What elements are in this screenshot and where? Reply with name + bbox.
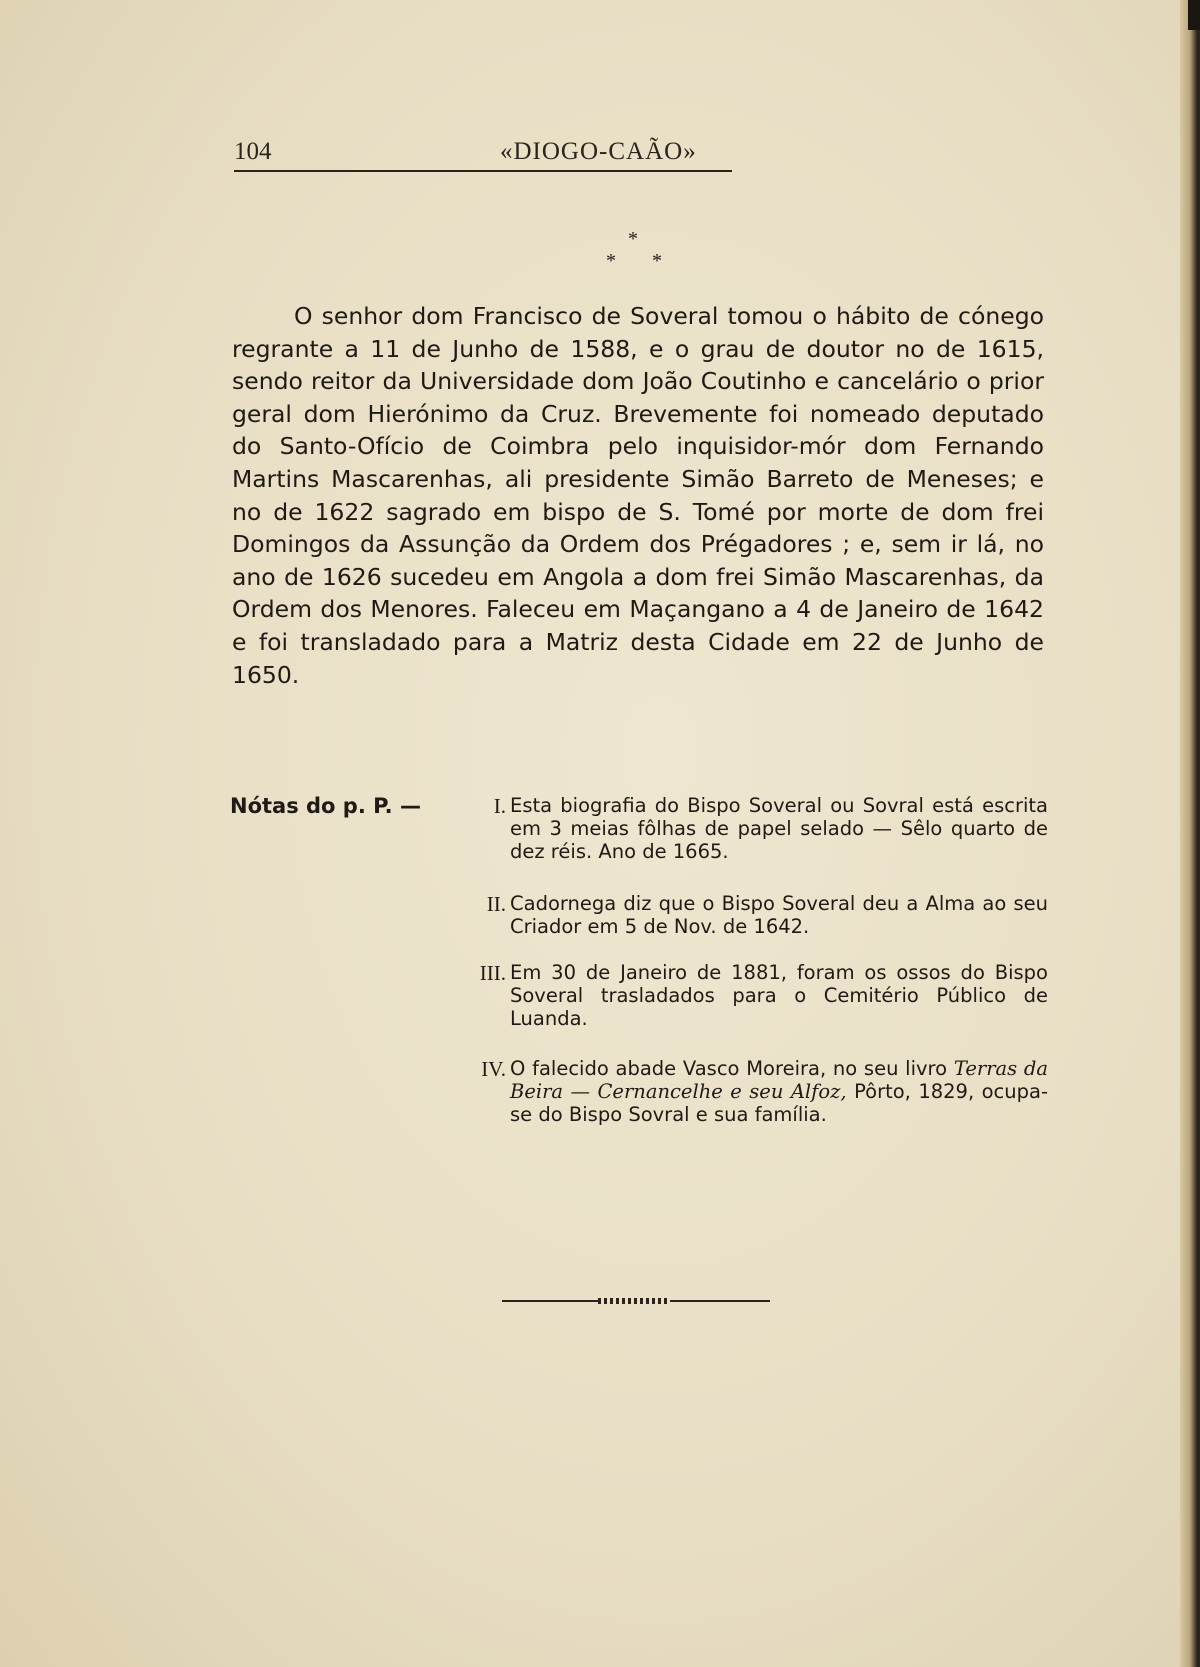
note-text: [510, 1057, 1048, 1126]
note-text: Cadornega diz que o Bispo Soveral deu a Alma ao seu Criador em 5 de Nov. de 1642.: [510, 892, 1048, 938]
asterisk-left: *: [606, 250, 616, 272]
asterisk-top: *: [628, 228, 638, 250]
note-text: Esta biografia do Bispo Soveral ou Sovral está escrita em 3 meias fôlhas de papel selado — Sêlo quarto de dez réis. Ano de 1665.: [510, 794, 1048, 863]
page-number: 104: [234, 138, 272, 165]
header-rule: [234, 170, 732, 172]
note-text-before: O falecido abade Vasco Moreira, no seu livro: [510, 1057, 948, 1080]
asterisk-right: *: [652, 250, 662, 272]
page-corner-shadow: [1188, 0, 1200, 30]
asterism-divider: [596, 228, 686, 278]
page-edge-shadow: [1180, 0, 1200, 1667]
body-paragraph: O senhor dom Francisco de Soveral tomou o hábito de cónego regrante a 11 de Junho de 1588, e o grau de doutor no de 1615, sendo reitor da Universidade dom João Coutinho e cancelário o prior geral dom Hierónimo da Cruz. Brevemente foi nomeado deputado do Santo-Ofício de Coimbra pelo inquisidor-mór dom Fernando Martins Mascarenhas, ali presidente Simão Barreto de Meneses; e no de 1622 sagrado em bispo de S. Tomé por morte de dom frei Domingos da Assunção da Ordem dos Prégadores ; e, sem ir lá, no ano de 1626 sucedeu em Angola a dom frei Simão Mascarenhas, da Ordem dos Menores. Faleceu em Maçangano a 4 de Janeiro de 1642 e foi transladado para a Matriz desta Cidade em 22 de Junho de 1650.: [232, 302, 1044, 689]
note-text: Em 30 de Janeiro de 1881, foram os ossos do Bispo Soveral trasladados para o Cemitério Público de Luanda.: [510, 961, 1048, 1030]
note-numeral: III.: [479, 961, 506, 985]
ornament-line-left: [502, 1300, 598, 1302]
note-numeral: I.: [493, 794, 506, 818]
note-text-after: Pôrto, 1829, ocupa-se do Bispo Sovral e sua família.: [510, 1080, 1048, 1126]
note-numeral: IV.: [481, 1057, 506, 1081]
end-ornament: [502, 1298, 770, 1304]
page-header: [234, 138, 732, 174]
ornament-knot: [598, 1298, 670, 1304]
note-numeral: II.: [486, 892, 506, 916]
ornament-line-right: [670, 1300, 770, 1302]
book-title-italic: Terras da Beira — Cernancelhe e seu Alfoz,: [510, 1057, 1049, 1103]
running-title: «DIOGO-CAÃO»: [500, 138, 697, 165]
notes-label: Nótas do p. P. —: [230, 794, 421, 818]
